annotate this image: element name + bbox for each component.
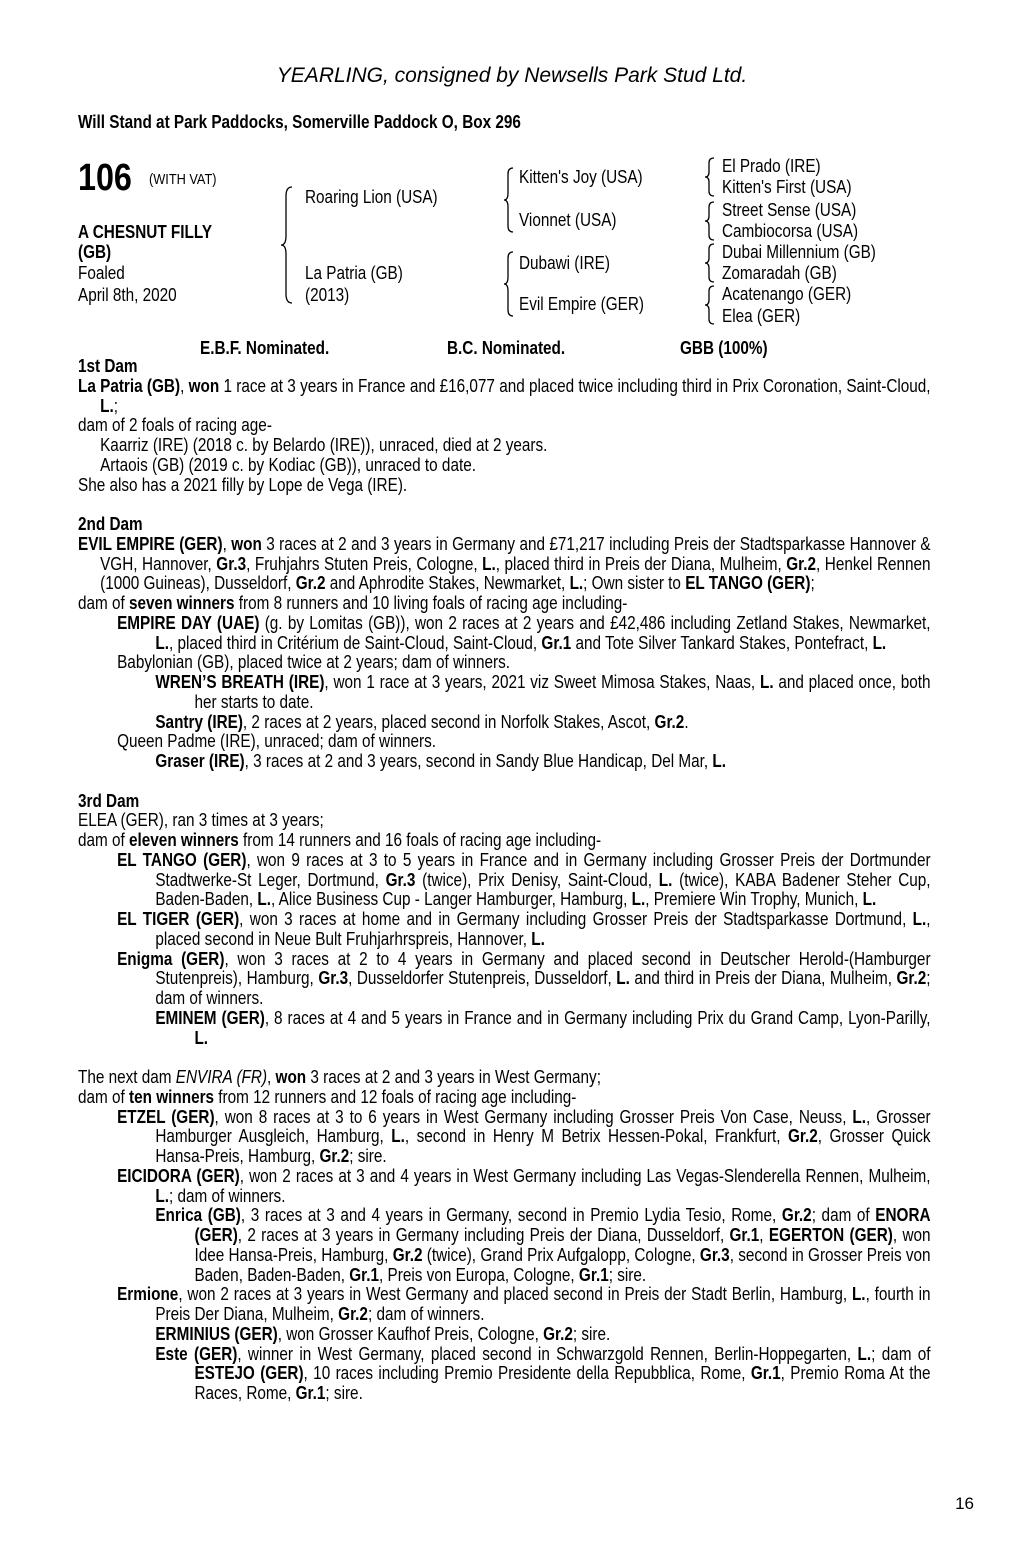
entry-bold-text: L.	[857, 1343, 872, 1364]
lot-number: 106	[78, 157, 132, 199]
entry-text: , second in Grosser Preis von Baden, Baden-Baden,	[194, 1244, 931, 1285]
entry-text: , won 9 races at 3 to 5 years in France and in Germany including Grosser Preis der Dortmunder Stadtwerke-St Leger, Dortmund,	[155, 849, 931, 890]
entry-text: , 2 races at 3 years in Germany including Preis der Diana, Dusseldorf,	[237, 1225, 730, 1245]
entry-text: ; dam of winners.	[155, 968, 931, 1008]
entry-bold-text: La Patria (GB)	[78, 375, 181, 396]
entry-bold-text: L.	[482, 553, 496, 574]
pedigree-dam-sire: Dubawi (IRE)	[519, 253, 610, 273]
entry-bold-text: ten winners	[129, 1086, 215, 1107]
entry-text: ,	[180, 375, 189, 396]
entry-bold-text: L.	[852, 1106, 866, 1127]
entry-text: , Premiere Win Trophy, Munich,	[645, 889, 863, 910]
entry-text: ; dam of	[811, 1205, 876, 1226]
entry-text: from 8 runners and 10 living foals of racing age including-	[234, 593, 628, 613]
pedigree-entry	[78, 1068, 931, 1088]
entry-bold-text: L.	[616, 968, 630, 989]
pedigree-g3: Acatenango (GER)	[722, 284, 852, 304]
entry-italic-text: ENVIRA (FR)	[175, 1067, 268, 1087]
entry-text: , won 3 races at home and in Germany including Grosser Preis der Stadtsparkasse Dortmund,	[239, 909, 913, 929]
foaled-label: Foaled	[78, 263, 125, 283]
entry-text: , 3 races at 3 and 4 years in Germany, second in Premio Lydia Tesio, Rome,	[240, 1205, 782, 1226]
pedigree-entry	[78, 732, 931, 752]
entry-bold-text: Este (GER)	[155, 1343, 238, 1364]
entry-text: ; sire.	[325, 1383, 363, 1403]
pedigree-entry	[78, 614, 931, 654]
entry-text: , Dusseldorfer Stutenpreis, Dusseldorf,	[348, 968, 617, 989]
entry-bold-text: Graser (IRE)	[155, 751, 245, 771]
pedigree-entry	[78, 1206, 931, 1285]
entry-text: , Alice Business Cup - Langer Hamburger, Hamburg,	[271, 889, 632, 910]
pedigree-entry	[78, 1088, 931, 1108]
pedigree-entry	[78, 1108, 931, 1167]
lot-description: A CHESNUT FILLY	[78, 222, 213, 242]
pedigree-entry	[78, 831, 931, 851]
entry-text: , placed third in Preis der Diana, Mulheim,	[495, 553, 787, 574]
entry-bold-text: EGERTON (GER)	[768, 1225, 893, 1245]
entry-text: Kaarriz (IRE) (2018 c. by Belardo (IRE)), unraced, died at 2 years.	[100, 435, 548, 455]
entry-text: ; sire.	[608, 1264, 647, 1285]
lot-description-country: (GB)	[78, 242, 112, 262]
entry-text: , fourth in Preis Der Diana, Mulheim,	[155, 1284, 931, 1324]
entry-bold-text: ESTEJO (GER)	[194, 1363, 304, 1384]
pedigree-brace-g3-4	[704, 285, 716, 325]
spacer	[78, 1048, 931, 1068]
pedigree-entry	[78, 535, 931, 594]
entry-text: She also has a 2021 filly by Lope de Vega (IRE).	[78, 474, 408, 495]
entry-text: Queen Padme (IRE), unraced; dam of winners.	[117, 731, 437, 752]
entry-text: , Grosser Hamburger Ausgleich, Hamburg,	[155, 1106, 931, 1147]
pedigree-entry	[78, 1009, 931, 1049]
entry-bold-text: Gr.1	[541, 632, 572, 653]
pedigree-entry	[78, 1167, 931, 1207]
spacer	[78, 772, 931, 792]
entry-bold-text: EL TIGER (GER)	[117, 909, 240, 929]
entry-bold-text: Gr.3	[216, 553, 247, 574]
pedigree-entry	[78, 910, 931, 950]
entry-bold-text: won	[188, 375, 220, 396]
entry-bold-text: L.	[872, 632, 887, 653]
entry-text: , 2 races at 2 years, placed second in Norfolk Stakes, Ascot,	[242, 711, 655, 732]
entry-text: Babylonian (GB), placed twice at 2 years; dam of winners.	[117, 652, 510, 673]
entry-bold-text: eleven winners	[129, 830, 239, 850]
entry-bold-text: 1st Dam	[78, 356, 138, 376]
entry-text: , 3 races at 2 and 3 years, second in Sandy Blue Handicap, Del Mar,	[244, 751, 713, 771]
pedigree-entry	[78, 436, 931, 456]
entry-bold-text: won	[231, 533, 262, 554]
entry-text: dam of	[78, 593, 130, 613]
entry-bold-text: Gr.1	[349, 1264, 380, 1285]
pedigree-g3: Street Sense (USA)	[722, 200, 857, 220]
entry-bold-text: EMINEM (GER)	[155, 1007, 265, 1028]
pedigree-dam: La Patria (GB)	[305, 263, 403, 283]
entry-text: ,	[222, 533, 232, 554]
pedigree-entry	[78, 1345, 931, 1404]
entry-bold-text: Gr.2	[338, 1304, 368, 1324]
entry-text: (twice), Grand Prix Aufgalopp, Cologne,	[422, 1244, 700, 1265]
page-title: YEARLING, consigned by Newsells Park Stud Ltd.	[276, 64, 748, 87]
entry-bold-text: L.	[658, 869, 673, 890]
pedigree-entry	[78, 673, 931, 713]
page-number: 16	[955, 1494, 974, 1513]
entry-text: , placed third in Critérium de Saint-Cloud, Saint-Cloud,	[168, 632, 542, 653]
entry-bold-text: L.	[391, 1126, 405, 1147]
entry-text: from 12 runners and 12 foals of racing age including-	[214, 1086, 577, 1107]
pedigree-entry	[78, 416, 931, 436]
entry-bold-text: EICIDORA (GER)	[117, 1165, 240, 1186]
entry-text: ;	[810, 573, 815, 594]
entry-text: , Henkel Rennen (1000 Guineas), Dusseldorf,	[100, 553, 931, 594]
entry-bold-text: Gr.3	[385, 869, 416, 890]
entry-bold-text: WREN’S BREATH (IRE)	[155, 672, 325, 692]
entry-bold-text: 3rd Dam	[78, 790, 140, 811]
entry-bold-text: L.	[155, 1185, 169, 1206]
pedigree-brace-main	[280, 186, 294, 304]
entry-bold-text: L.	[851, 1284, 866, 1305]
entry-bold-text: L.	[155, 632, 169, 653]
pedigree-entry	[78, 752, 931, 772]
entry-bold-text: L.	[912, 909, 927, 929]
entry-bold-text: L.	[712, 751, 727, 771]
pedigree-g3: Zomaradah (GB)	[722, 263, 837, 283]
entry-text: , won Idee Hansa-Preis, Hamburg,	[194, 1225, 931, 1265]
entry-text: ,	[759, 1225, 769, 1245]
entry-text: ; dam of winners.	[168, 1185, 286, 1206]
entry-text: , won 3 races at 2 to 4 years in Germany and placed second in Deutscher Herold-(Hamburger Stutenpreis), Hamburg,	[155, 948, 931, 989]
pedigree-brace-dam	[503, 251, 515, 317]
vat-note: (WITH VAT)	[149, 171, 217, 188]
entry-text: , 10 races including Premio Presidente della Repubblica, Rome,	[303, 1363, 751, 1384]
entry-bold-text: L.	[100, 395, 114, 416]
entry-bold-text: Gr.2	[319, 1146, 350, 1166]
entry-text: , Preis von Europa, Cologne,	[379, 1264, 579, 1285]
entry-text: Artaois (GB) (2019 c. by Kodiac (GB)), unraced to date.	[100, 454, 476, 475]
entry-text: , winner in West Germany, placed second in Schwarzgold Rennen, Berlin-Hoppegarten,	[237, 1343, 858, 1364]
entry-bold-text: L.	[631, 889, 646, 910]
pedigree-entry	[78, 594, 931, 614]
pedigree-g3: Elea (GER)	[722, 306, 801, 326]
entry-text: ; dam of winners.	[367, 1304, 485, 1324]
entry-bold-text: Gr.1	[295, 1383, 326, 1403]
entry-bold-text: Gr.1	[750, 1363, 781, 1384]
entry-text: ELEA (GER), ran 3 times at 3 years;	[78, 810, 324, 831]
entry-bold-text: EMPIRE DAY (UAE)	[117, 612, 260, 633]
entry-bold-text: L.	[862, 889, 877, 910]
entry-bold-text: Enigma (GER)	[117, 948, 225, 969]
entry-text: .	[684, 711, 689, 732]
entry-text: and third in Preis der Diana, Mulheim,	[629, 968, 897, 989]
entry-bold-text: Gr.2	[543, 1323, 573, 1344]
entry-text: from 14 runners and 16 foals of racing age including-	[238, 830, 602, 850]
pedigree-brace-g3-3	[704, 243, 716, 283]
entry-bold-text: seven winners	[129, 593, 235, 613]
entry-text: and Tote Silver Tankard Stakes, Pontefract,	[571, 632, 873, 653]
stand-location: Will Stand at Park Paddocks, Somerville Paddock O, Box 296	[78, 112, 521, 132]
entry-text: 3 races at 2 and 3 years in West Germany;	[306, 1067, 601, 1087]
ebf-nomination: E.B.F. Nominated.	[200, 338, 330, 358]
entry-text: and placed once, both her starts to date.	[194, 672, 931, 712]
entry-bold-text: Gr.2	[786, 553, 817, 574]
entry-bold-text: ETZEL (GER)	[117, 1106, 215, 1127]
entry-text: ,	[267, 1067, 276, 1087]
pedigree-brace-sire	[503, 167, 515, 233]
entry-bold-text: L.	[194, 1027, 209, 1048]
entry-text: ; sire.	[349, 1146, 387, 1166]
bc-nomination: B.C. Nominated.	[447, 338, 566, 358]
pedigree-dam-year: (2013)	[305, 285, 350, 305]
entry-bold-text: L.	[257, 889, 272, 910]
entry-text: , won 2 races at 3 years in West Germany and placed second in Preis der Stadt Berlin, Hamburg,	[178, 1284, 852, 1305]
pedigree-brace-g3-1	[704, 157, 716, 197]
entry-text: , won 8 races at 3 to 6 years in West Germany including Grosser Preis Von Case, Neuss,	[214, 1106, 853, 1127]
entry-text: , Grosser Quick Hansa-Preis, Hamburg,	[155, 1126, 931, 1166]
pedigree-entry	[78, 811, 931, 831]
entry-bold-text: EL TANGO (GER)	[117, 849, 247, 870]
spacer	[78, 495, 931, 515]
entry-bold-text: L.	[759, 672, 774, 692]
entry-text: , won Grosser Kaufhof Preis, Cologne,	[277, 1323, 544, 1344]
entry-text: 1 race at 3 years in France and £16,077 and placed twice including third in Prix Coronation, Saint-Cloud,	[219, 375, 931, 396]
section-heading	[78, 792, 931, 812]
entry-text: , Fruhjahrs Stuten Preis, Cologne,	[246, 553, 483, 574]
pedigree-entry	[78, 950, 931, 1009]
entry-text: ; Own sister to	[583, 573, 686, 594]
entry-text: ; dam of	[871, 1343, 931, 1364]
catalogue-body	[78, 357, 931, 1404]
pedigree-entry	[78, 1325, 931, 1345]
entry-bold-text: Gr.2	[654, 711, 685, 732]
entry-bold-text: L.	[531, 928, 545, 949]
pedigree-g3: Cambiocorsa (USA)	[722, 221, 859, 241]
entry-text: (g. by Lomitas (GB)), won 2 races at 2 years and £42,486 including Zetland Stakes, Newmarket,	[259, 612, 931, 633]
entry-bold-text: Ermione	[117, 1284, 179, 1305]
pedigree-g3: Dubai Millennium (GB)	[722, 242, 876, 262]
entry-text: , won 2 races at 3 and 4 years in West Germany including Las Vegas-Slenderella Rennen, Mulheim,	[239, 1165, 931, 1186]
entry-text: dam of	[78, 830, 130, 850]
entry-bold-text: Enrica (GB)	[155, 1205, 241, 1226]
entry-text: ;	[113, 395, 118, 416]
entry-bold-text: EL TANGO (GER)	[685, 573, 811, 594]
entry-text: (twice), Prix Denisy, Saint-Cloud,	[415, 869, 659, 890]
pedigree-entry	[78, 377, 931, 417]
entry-bold-text: Gr.3	[318, 968, 349, 989]
entry-text: and Aphrodite Stakes, Newmarket,	[325, 573, 570, 594]
pedigree-g3: El Prado (IRE)	[722, 156, 821, 176]
section-heading	[78, 515, 931, 535]
section-heading	[78, 357, 931, 377]
entry-text: ; sire.	[572, 1323, 611, 1344]
entry-text: 3 races at 2 and 3 years in Germany and £71,217 including Preis der Stadtsparkasse Hannover & VGH, Hannover,	[100, 533, 931, 574]
entry-text: , Premio Roma At the Races, Rome,	[194, 1363, 931, 1403]
pedigree-entry	[78, 456, 931, 476]
entry-bold-text: EVIL EMPIRE (GER)	[78, 533, 223, 554]
foaled-date: April 8th, 2020	[78, 285, 177, 305]
entry-text: , 8 races at 4 and 5 years in France and in Germany including Prix du Grand Camp, Lyon-Parilly,	[264, 1007, 931, 1028]
entry-text: , second in Henry M Betrix Hessen-Pokal, Frankfurt,	[404, 1126, 789, 1147]
entry-bold-text: ERMINIUS (GER)	[155, 1323, 278, 1344]
entry-bold-text: Gr.2	[788, 1126, 818, 1147]
entry-bold-text: Gr.1	[729, 1225, 760, 1245]
entry-bold-text: Gr.2	[295, 573, 326, 594]
entry-bold-text: ENORA (GER)	[194, 1205, 931, 1245]
pedigree-dam-dam: Evil Empire (GER)	[519, 294, 644, 314]
pedigree-sire-sire: Kitten's Joy (USA)	[519, 167, 643, 187]
entry-bold-text: Gr.1	[578, 1264, 609, 1285]
pedigree-entry	[78, 851, 931, 910]
pedigree-entry	[78, 713, 931, 733]
entry-bold-text: L.	[569, 573, 584, 594]
entry-bold-text: Gr.3	[699, 1244, 730, 1265]
gbb-status: GBB (100%)	[680, 338, 768, 358]
entry-bold-text: 2nd Dam	[78, 514, 143, 534]
entry-text: , placed second in Neue Bult Fruhjarhrspreis, Hannover,	[155, 909, 931, 949]
entry-text: dam of 2 foals of racing age-	[78, 415, 272, 436]
entry-bold-text: Santry (IRE)	[155, 711, 243, 732]
pedigree-sire: Roaring Lion (USA)	[305, 187, 438, 207]
pedigree-entry	[78, 476, 931, 496]
entry-bold-text: won	[275, 1067, 307, 1087]
entry-text: (twice), KABA Badener Steher Cup, Baden-Baden,	[155, 869, 931, 910]
entry-text: , won 1 race at 3 years, 2021 viz Sweet Mimosa Stakes, Naas,	[324, 672, 760, 692]
pedigree-entry	[78, 653, 931, 673]
entry-bold-text: Gr.2	[896, 968, 927, 989]
entry-text: The next dam	[78, 1067, 176, 1087]
pedigree-g3: Kitten's First (USA)	[722, 177, 852, 197]
entry-bold-text: Gr.2	[392, 1244, 423, 1265]
pedigree-brace-g3-2	[704, 201, 716, 241]
pedigree-sire-dam: Vionnet (USA)	[519, 210, 617, 230]
entry-bold-text: Gr.2	[781, 1205, 812, 1226]
pedigree-entry	[78, 1285, 931, 1325]
entry-text: dam of	[78, 1086, 130, 1107]
